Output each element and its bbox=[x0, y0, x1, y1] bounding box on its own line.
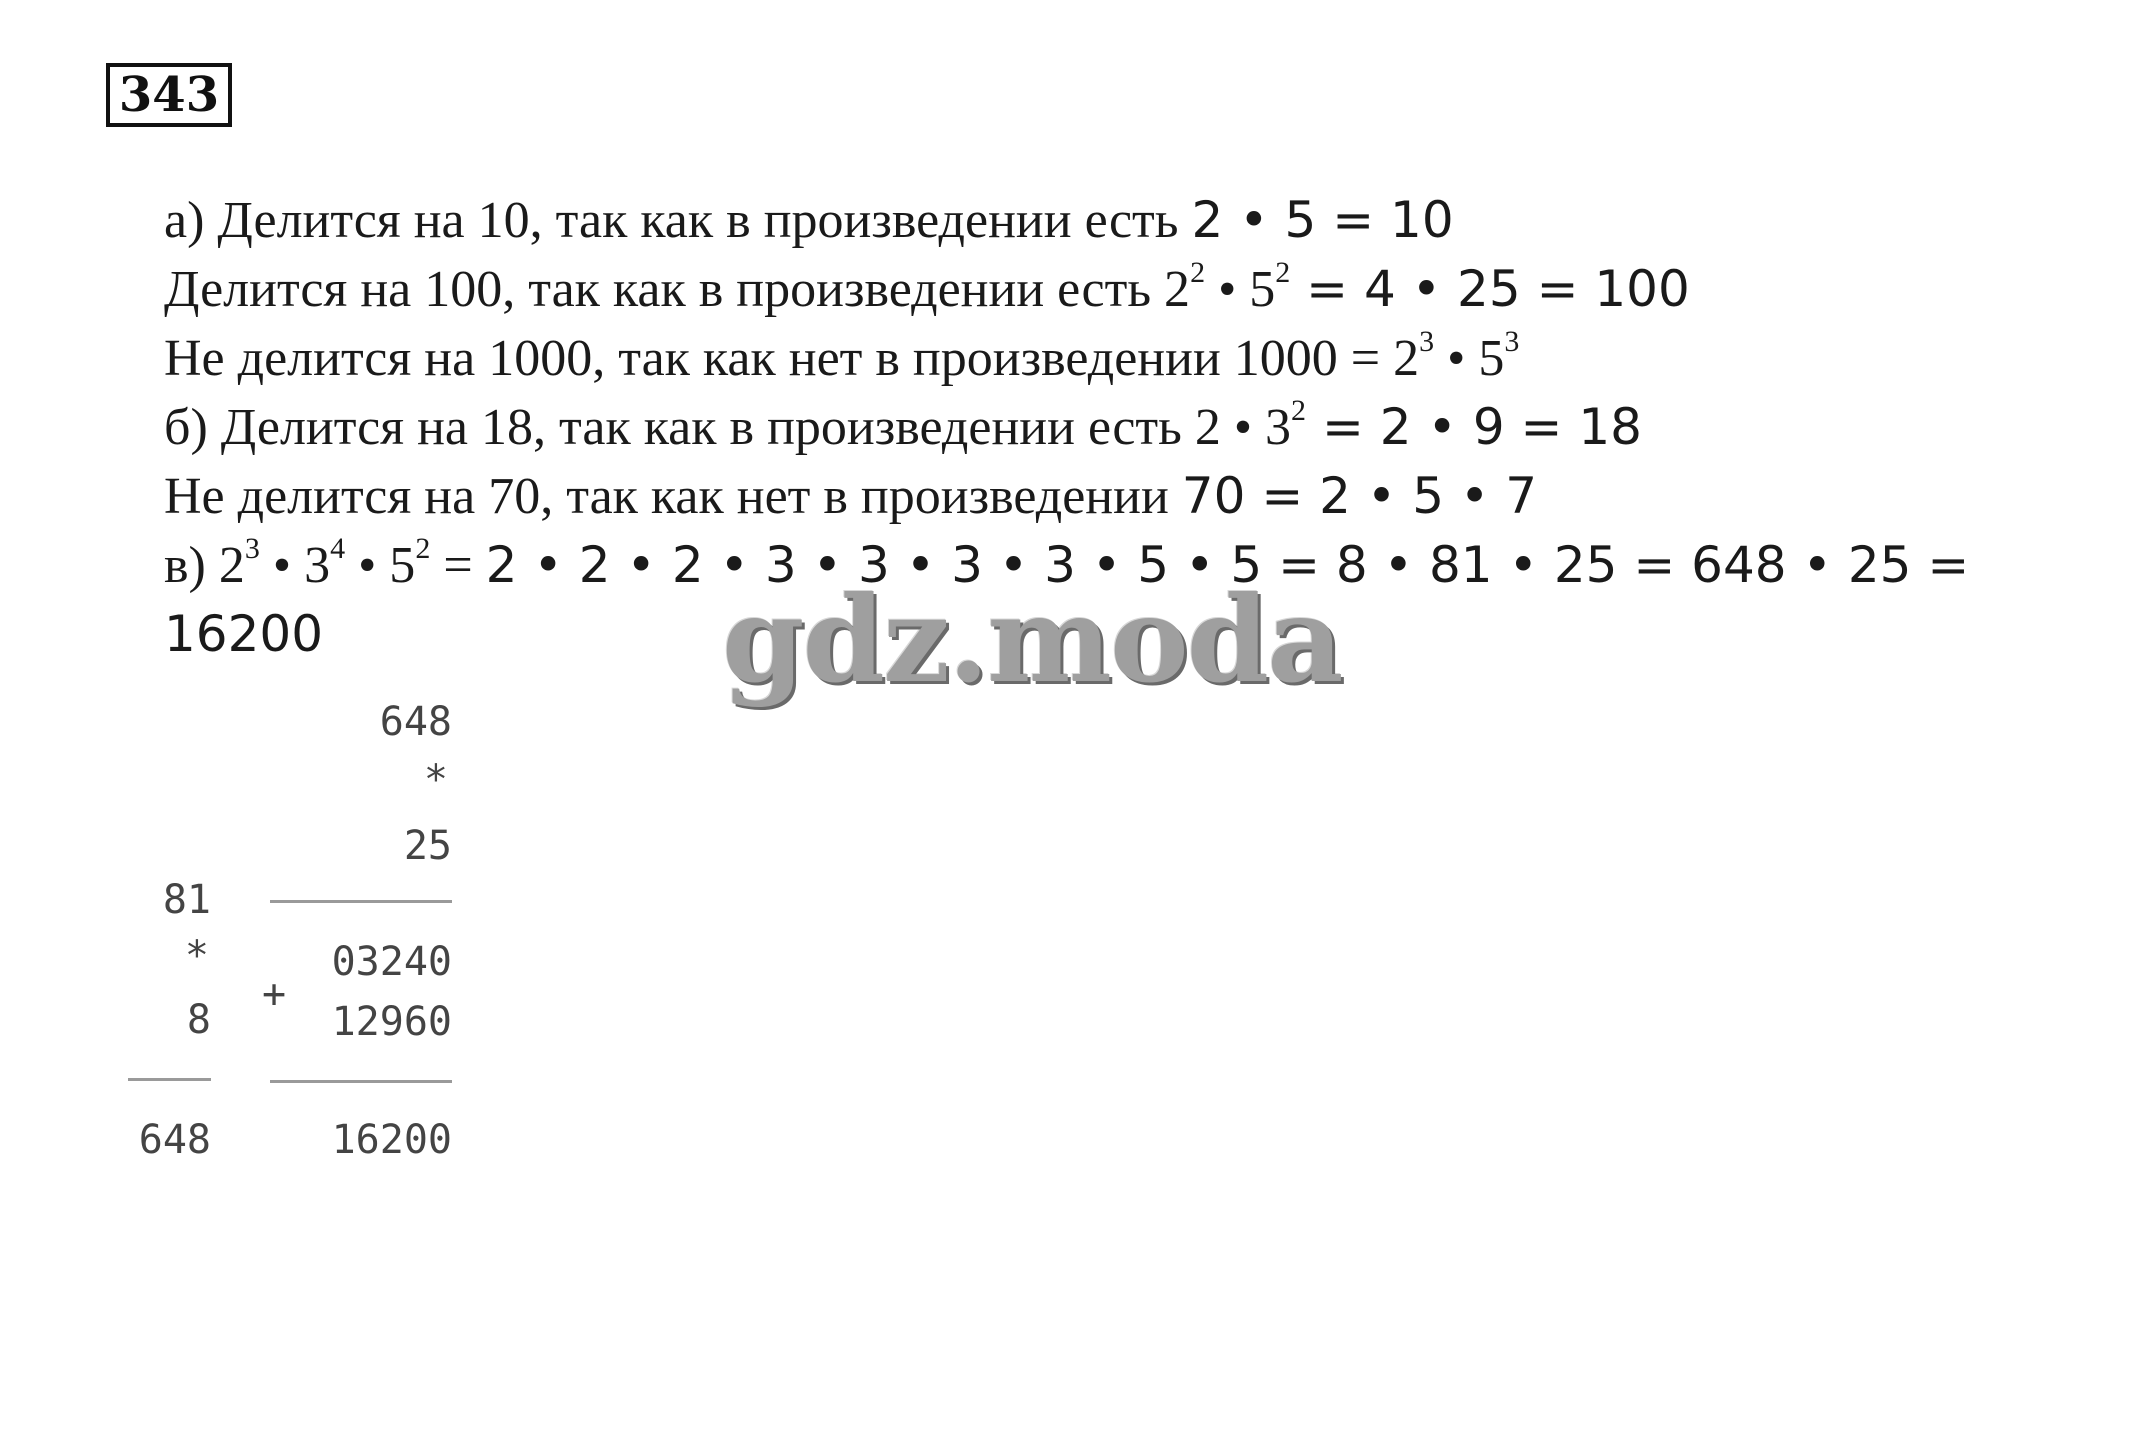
watermark: gdz.moda bbox=[722, 570, 1342, 709]
multiplication-81x8 bbox=[124, 878, 214, 1178]
calc-result: 16200 bbox=[331, 1117, 452, 1163]
calc-second-number: 25 bbox=[403, 823, 452, 869]
calc-rule bbox=[270, 1080, 452, 1083]
multiplication-648x25 bbox=[262, 700, 452, 1180]
line-b2: Не делится на 70, так как нет в произведении 70 = 2 • 5 • 7 bbox=[164, 467, 1538, 525]
calc-partial-2: 12960 bbox=[331, 999, 452, 1045]
calc-operator: * bbox=[423, 757, 448, 803]
line-b1: б) Делится на 18, так как в произведении есть 2 • $3^2 = 2$ • 9 = 18 bbox=[164, 393, 1642, 456]
calc-rule bbox=[270, 900, 452, 903]
calc-plus: + bbox=[262, 971, 287, 1017]
line-a2: Делится на 100, так как в произведении есть $2^2$ • $5^2 = 4$ • 25 = 100 bbox=[164, 255, 1690, 318]
line-a3: Не делится на 1000, так как нет в произведении $1000 = 2^3$ • $5^3$ bbox=[164, 324, 1520, 387]
calc-second-number: 8 bbox=[186, 997, 211, 1043]
line-v2: 16200 bbox=[164, 605, 324, 663]
calc-partial-1: 03240 bbox=[331, 939, 452, 985]
calc-result: 648 bbox=[138, 1117, 211, 1163]
line-a1: а) Делится на 10, так как в произведении есть 2 • 5 = 10 bbox=[164, 191, 1454, 249]
calc-top-number: 648 bbox=[379, 699, 452, 745]
calc-rule bbox=[128, 1078, 211, 1081]
line-v1: в) $2^3$ • $3^4$ • $5^2 = 2$ • 2 • 2 • 3 • 3 • 3 • 3 • 5 • 5 = 8 • 81 • 25 = 648 • 25 = bbox=[164, 531, 1970, 594]
calc-operator: * bbox=[184, 933, 209, 979]
calc-top-number: 81 bbox=[162, 877, 211, 923]
problem-number: 343 bbox=[106, 63, 232, 127]
